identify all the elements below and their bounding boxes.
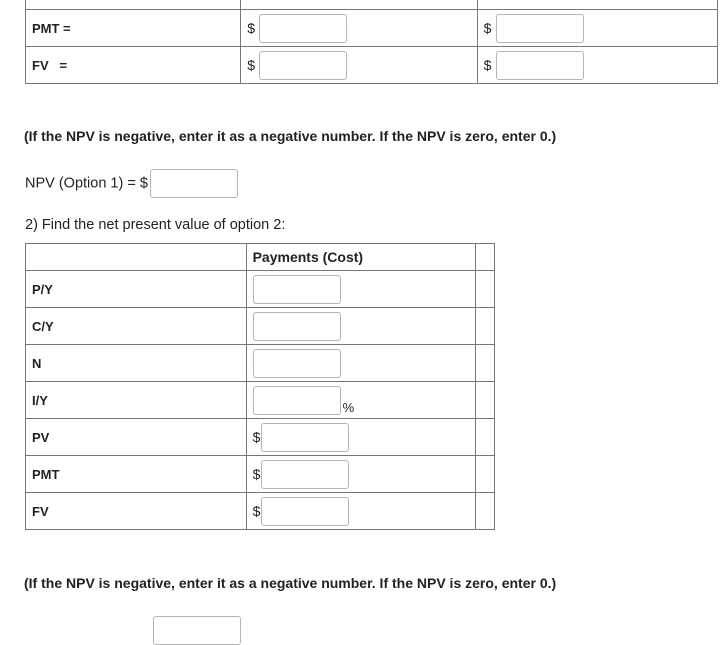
currency-symbol: $ [483,20,492,36]
row-label-n: N [26,345,247,382]
cy-input[interactable] [253,312,341,341]
table-row [26,0,718,10]
table-header-row [26,244,495,271]
option1-calculator-table [25,0,718,84]
currency-symbol: $ [483,57,492,73]
row-label-cy: C/Y [26,308,247,345]
table-row [26,419,495,456]
table-row [26,382,495,419]
table-row [26,271,495,308]
fv-cell-2 [477,47,717,84]
row-label-fv: FV = [26,47,241,84]
npv-option1-input[interactable] [150,169,238,198]
table-row [26,345,495,382]
pmt-input[interactable] [261,460,349,489]
option2-calculator-table [25,243,495,530]
row-label-py: P/Y [26,271,247,308]
currency-symbol: $ [252,429,261,445]
npv-instruction-note: (If the NPV is negative, enter it as a negative number. If the NPV is zero, enter 0.) [24,128,557,144]
pmt-cell-1 [241,10,477,47]
pmt-input-1[interactable] [259,14,347,43]
row-label-pmt: PMT [26,456,247,493]
npv-option1-label: NPV (Option 1) = $ [25,175,148,192]
currency-symbol: $ [247,57,256,73]
table-row [26,308,495,345]
iy-input[interactable] [253,386,341,415]
fv-input-2[interactable] [496,51,584,80]
py-input[interactable] [253,275,341,304]
question-2-text: 2) Find the net present value of option 2: [25,217,286,233]
table-row [26,47,718,84]
npv-instruction-note: (If the NPV is negative, enter it as a negative number. If the NPV is zero, enter 0.) [24,575,557,591]
row-label-pmt: PMT = [26,10,241,47]
table-row [26,10,718,47]
row-label-iy: I/Y [26,382,247,419]
row-label-pv: PV [26,419,247,456]
fv-input[interactable] [261,497,349,526]
table-row [26,456,495,493]
currency-symbol: $ [252,466,261,482]
currency-symbol: $ [252,503,261,519]
pv-input[interactable] [261,423,349,452]
npv-option2-input[interactable] [153,616,241,645]
n-input[interactable] [253,349,341,378]
percent-symbol: % [342,399,355,415]
fv-input-1[interactable] [259,51,347,80]
fv-cell-1 [241,47,477,84]
column-header-payments: Payments (Cost) [246,244,476,271]
pmt-input-2[interactable] [496,14,584,43]
currency-symbol: $ [247,20,256,36]
row-label-fv: FV [26,493,247,530]
npv-option1-row [25,169,238,198]
table-row [26,493,495,530]
pmt-cell-2 [477,10,717,47]
